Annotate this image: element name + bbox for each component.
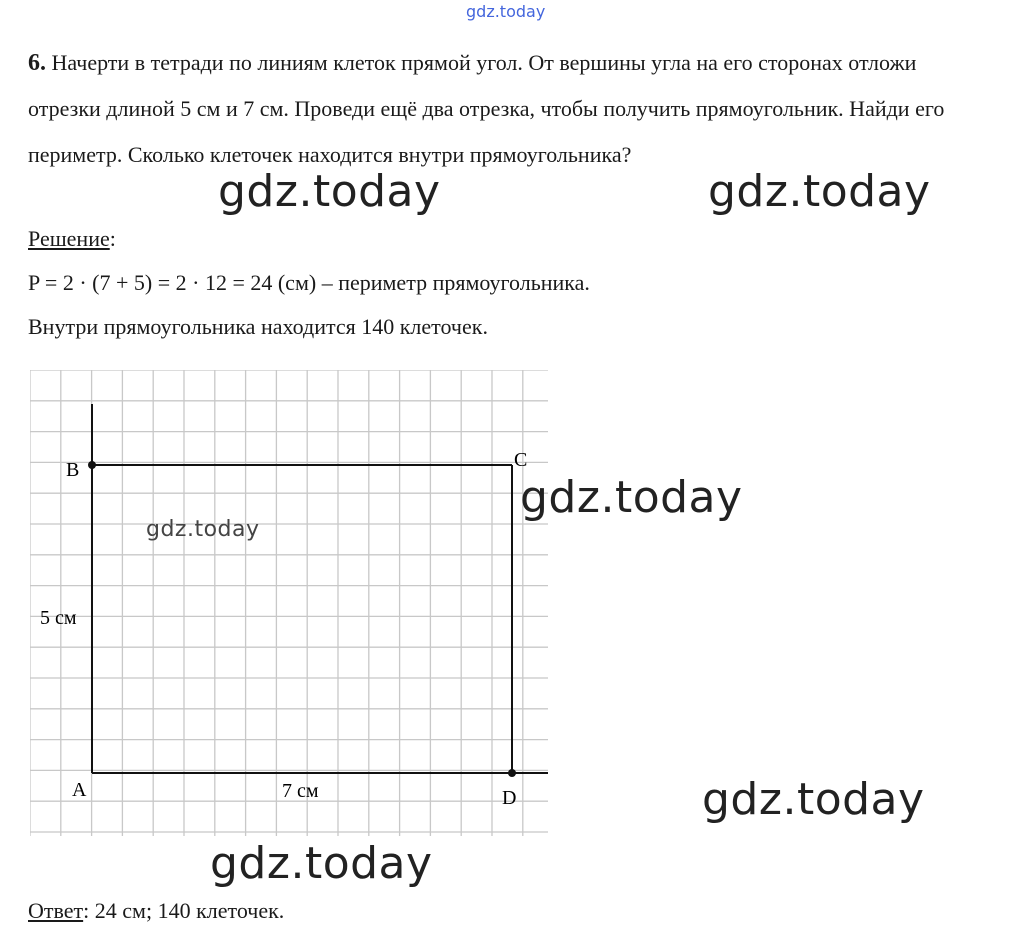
notebook-grid	[30, 370, 548, 836]
cells-count-text: Внутри прямоугольника находится 140 клеточек.	[28, 314, 488, 339]
watermark-6: gdz.today	[210, 838, 433, 889]
answer-value: 24 см; 140 клеточек.	[94, 898, 285, 923]
vertex-c-label: C	[514, 449, 528, 471]
watermark-4: gdz.today	[146, 517, 260, 542]
side-ab-length-label: 5 см	[40, 607, 77, 629]
vertex-d-label: D	[502, 787, 517, 809]
answer-label: Ответ	[28, 898, 84, 923]
watermark-2: gdz.today	[708, 166, 931, 217]
watermark-5: gdz.today	[702, 774, 925, 825]
point-b-dot	[88, 461, 96, 469]
vertex-b-label: B	[66, 459, 80, 481]
watermark-1: gdz.today	[218, 166, 441, 217]
answer-line	[28, 898, 284, 924]
side-ad-length-label: 7 см	[282, 780, 319, 802]
task-text: Начерти в тетради по линиям клеток прямой угол. От вершины угла на его сторонах отложи отрезки длиной 5 см и 7 см. Проведи ещё два отрезка, чтобы получить прямоугольник. Найди его периметр. Сколько клеточек находится внутри прямоугольника?	[28, 50, 945, 167]
vertex-a-label: A	[72, 779, 87, 801]
task-number: 6.	[28, 50, 46, 76]
watermark-3: gdz.today	[520, 472, 743, 523]
answer-colon: :	[83, 898, 90, 923]
rectangle-drawing	[30, 370, 548, 836]
solution-label: Решение	[28, 226, 110, 251]
grid-figure	[30, 370, 548, 836]
watermark-top: gdz.today	[466, 2, 546, 21]
solution-colon: :	[109, 226, 116, 251]
point-d-dot	[508, 769, 516, 777]
perimeter-formula: P = 2 · (7 + 5) = 2 · 12 = 24 (см) – периметр прямоугольника.	[28, 270, 590, 295]
task-statement	[28, 40, 988, 178]
solution-heading	[28, 226, 116, 252]
